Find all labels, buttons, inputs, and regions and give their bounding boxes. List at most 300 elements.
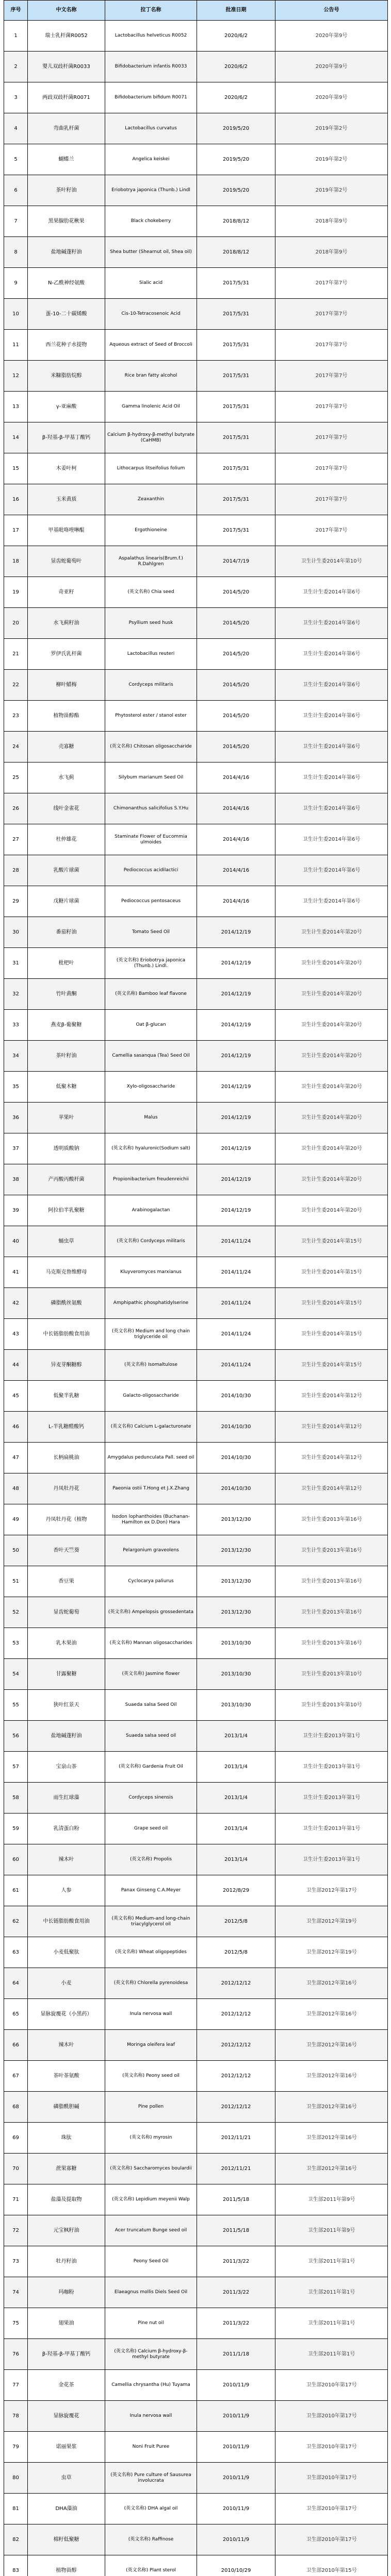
cell-index: 43 <box>4 1319 28 1350</box>
table-row <box>4 299 388 330</box>
cell-announcement-no: 卫生部2011年第1号 <box>275 2246 388 2277</box>
cell-approval-date: 2014/5/20 <box>197 639 275 670</box>
table-row <box>4 1721 388 1752</box>
cell-chinese-name: 雨生红球藻 <box>28 1783 105 1814</box>
cell-announcement-no: 卫生计生委2014年第6号 <box>275 824 388 855</box>
table-row <box>4 2308 388 2339</box>
table-row <box>4 1257 388 1288</box>
cell-chinese-name: 盐地碱蓬籽油 <box>28 1721 105 1752</box>
table-row <box>4 1690 388 1721</box>
cell-chinese-name: 线叶金雀花 <box>28 793 105 824</box>
cell-chinese-name: 诺丽果浆 <box>28 2432 105 2463</box>
cell-latin-name: (英文名称) Calcium L-galacturonate <box>105 1412 197 1443</box>
cell-latin-name: Pine nut oil <box>105 2308 197 2339</box>
cell-latin-name: Cordyceps sinensis <box>105 1783 197 1814</box>
cell-latin-name: (英文名称) Medium-and long-chain triacylglycerol oil <box>105 1906 197 1937</box>
cell-latin-name: Staminate Flower of Eucommia ulmoides <box>105 824 197 855</box>
table-row <box>4 2030 388 2061</box>
cell-latin-name: Arabinogalactan <box>105 1195 197 1226</box>
cell-index: 79 <box>4 2432 28 2463</box>
cell-latin-name: Angelica keiskei <box>105 144 197 175</box>
table-row <box>4 422 388 453</box>
cell-index: 19 <box>4 577 28 608</box>
cell-announcement-no: 卫生计生委2014年第6号 <box>275 701 388 732</box>
cell-index: 59 <box>4 1814 28 1844</box>
cell-announcement-no: 卫生计生委2014年第12号 <box>275 1381 388 1412</box>
cell-announcement-no: 2020年第9号 <box>275 82 388 113</box>
cell-chinese-name: 柳叶蜡梅 <box>28 670 105 701</box>
cell-index: 22 <box>4 670 28 701</box>
cell-chinese-name: 奇亚籽 <box>28 577 105 608</box>
cell-chinese-name: 低聚半乳糖 <box>28 1381 105 1412</box>
table-row <box>4 1566 388 1597</box>
cell-announcement-no: 卫生计生委2014年第6号 <box>275 670 388 701</box>
cell-latin-name: (英文名称) Pure culture of Sausurea involucrata <box>105 2463 197 2494</box>
table-row <box>4 330 388 361</box>
cell-index: 41 <box>4 1257 28 1288</box>
header-approval-date: 批准日期 <box>197 1 275 21</box>
cell-chinese-name: 玉米黄质 <box>28 484 105 515</box>
table-row <box>4 793 388 824</box>
cell-latin-name: Peony Seed Oil <box>105 2246 197 2277</box>
cell-index: 37 <box>4 1133 28 1164</box>
cell-latin-name: Grape seed oil <box>105 1814 197 1844</box>
cell-announcement-no: 卫生计生委2014年第6号 <box>275 577 388 608</box>
cell-announcement-no: 卫生部2012年第16号 <box>275 2061 388 2092</box>
cell-announcement-no: 卫生部2011年第1号 <box>275 2277 388 2308</box>
cell-index: 55 <box>4 1690 28 1721</box>
cell-latin-name: Pelargonium graveolens <box>105 1535 197 1566</box>
table-row <box>4 2277 388 2308</box>
cell-chinese-name: 小麦低聚肽 <box>28 1937 105 1968</box>
cell-announcement-no: 卫生部2012年第16号 <box>275 2154 388 2184</box>
cell-index: 26 <box>4 793 28 824</box>
table-row <box>4 1412 388 1443</box>
cell-latin-name: Lactobacillus curvatus <box>105 113 197 144</box>
cell-chinese-name: 阿拉伯半乳聚糖 <box>28 1195 105 1226</box>
cell-approval-date: 2017/5/31 <box>197 422 275 453</box>
table-row <box>4 1814 388 1844</box>
cell-index: 11 <box>4 330 28 361</box>
table-row <box>4 1875 388 1906</box>
cell-announcement-no: 2017年第7号 <box>275 392 388 422</box>
cell-latin-name: Sialic acid <box>105 268 197 299</box>
cell-approval-date: 2014/4/16 <box>197 855 275 886</box>
cell-latin-name: (英文名称) Bamboo leaf flavone <box>105 979 197 1010</box>
cell-announcement-no: 卫生部2010年第17号 <box>275 2370 388 2401</box>
cell-approval-date: 2014/12/19 <box>197 1133 275 1164</box>
cell-announcement-no: 卫生部2012年第16号 <box>275 1999 388 2030</box>
cell-announcement-no: 卫生计生委2014年第12号 <box>275 1473 388 1504</box>
cell-chinese-name: 盐地碱蓬籽油 <box>28 237 105 268</box>
table-row <box>4 577 388 608</box>
cell-approval-date: 2014/11/24 <box>197 1350 275 1381</box>
cell-announcement-no: 2019年第2号 <box>275 175 388 206</box>
cell-approval-date: 2017/5/31 <box>197 392 275 422</box>
cell-announcement-no: 卫生部2011年第9号 <box>275 2184 388 2215</box>
cell-chinese-name: 元宝枫籽油 <box>28 2215 105 2246</box>
table-row <box>4 948 388 979</box>
cell-announcement-no: 卫生计生委2014年第15号 <box>275 1319 388 1350</box>
cell-announcement-no: 2017年第7号 <box>275 422 388 453</box>
cell-latin-name: Malus <box>105 1103 197 1133</box>
cell-approval-date: 2014/5/20 <box>197 670 275 701</box>
cell-approval-date: 2014/11/24 <box>197 1288 275 1319</box>
cell-index: 18 <box>4 546 28 577</box>
cell-announcement-no: 卫生计生委2013年第10号 <box>275 1690 388 1721</box>
cell-announcement-no: 卫生计生委2013年第1号 <box>275 1752 388 1783</box>
cell-latin-name: (英文名称) Chitosan oligosaccharide <box>105 732 197 762</box>
cell-announcement-no: 2020年第9号 <box>275 21 388 52</box>
cell-index: 8 <box>4 237 28 268</box>
cell-index: 25 <box>4 762 28 793</box>
cell-index: 13 <box>4 392 28 422</box>
cell-latin-name: Cyclocarya paliurus <box>105 1566 197 1597</box>
cell-latin-name: (英文名称) Mannan oligosaccharides <box>105 1628 197 1659</box>
cell-announcement-no: 卫生计生委2014年第15号 <box>275 1257 388 1288</box>
table-row <box>4 82 388 113</box>
header-latin-name: 拉丁名称 <box>105 1 197 21</box>
cell-approval-date: 2010/11/9 <box>197 2370 275 2401</box>
cell-index: 30 <box>4 917 28 948</box>
cell-chinese-name: 显脉旋覆花 <box>28 2401 105 2432</box>
cell-index: 77 <box>4 2370 28 2401</box>
cell-latin-name: Chimonanthus salicifolius S.Y.Hu <box>105 793 197 824</box>
cell-chinese-name: 显齿蛇葡萄 <box>28 1597 105 1628</box>
cell-approval-date: 2010/11/9 <box>197 2401 275 2432</box>
table-row <box>4 113 388 144</box>
cell-index: 20 <box>4 608 28 639</box>
cell-latin-name: Silybum marianum Seed Oil <box>105 762 197 793</box>
cell-approval-date: 2011/5/18 <box>197 2184 275 2215</box>
cell-latin-name: Elaeagnus mollis Diels Seed Oil <box>105 2277 197 2308</box>
cell-latin-name: (英文名称) Isomaltulose <box>105 1350 197 1381</box>
cell-latin-name: (英文名称) Chlorella pyrenoidesa <box>105 1968 197 1999</box>
cell-chinese-name: 辣木叶 <box>28 1844 105 1875</box>
cell-latin-name: Amphipathic phosphatidylserine <box>105 1288 197 1319</box>
cell-chinese-name: 燕麦β-葡聚糖 <box>28 1010 105 1041</box>
table-row <box>4 1195 388 1226</box>
cell-announcement-no: 卫生计生委2014年第20号 <box>275 1010 388 1041</box>
cell-announcement-no: 卫生部2011年第1号 <box>275 2308 388 2339</box>
cell-latin-name: (英文名称) Saccharomyces boulardii <box>105 2154 197 2184</box>
cell-index: 58 <box>4 1783 28 1814</box>
table-row <box>4 1628 388 1659</box>
cell-index: 2 <box>4 52 28 82</box>
cell-announcement-no: 卫生计生委2014年第6号 <box>275 608 388 639</box>
cell-approval-date: 2010/11/9 <box>197 2463 275 2494</box>
cell-announcement-no: 卫生计生委2013年第16号 <box>275 1535 388 1566</box>
cell-chinese-name: 杜仲雄花 <box>28 824 105 855</box>
cell-approval-date: 2010/11/9 <box>197 2432 275 2463</box>
cell-chinese-name: 香豆果 <box>28 1566 105 1597</box>
cell-latin-name: (英文名称) Ampelopsis grossedentata <box>105 1597 197 1628</box>
table-row <box>4 268 388 299</box>
cell-chinese-name: 两歧双歧杆菌R0071 <box>28 82 105 113</box>
cell-chinese-name: β-羟基-β-甲基丁酸钙 <box>28 422 105 453</box>
cell-latin-name: Lactobacillus helveticus R0052 <box>105 21 197 52</box>
cell-chinese-name: 婴儿双歧杆菌R0033 <box>28 52 105 82</box>
table-row <box>4 175 388 206</box>
cell-index: 12 <box>4 361 28 392</box>
cell-latin-name: (英文名称) myrosin <box>105 2123 197 2154</box>
cell-index: 29 <box>4 886 28 917</box>
cell-chinese-name: 植物甾醇酯 <box>28 701 105 732</box>
cell-chinese-name: 牡丹籽油 <box>28 2246 105 2277</box>
cell-approval-date: 2013/1/4 <box>197 1721 275 1752</box>
cell-announcement-no: 卫生部2012年第16号 <box>275 2123 388 2154</box>
cell-chinese-name: 磷脂酰胆碱 <box>28 2092 105 2123</box>
cell-approval-date: 2011/5/18 <box>197 2215 275 2246</box>
cell-latin-name: Camellia chrysantha (Hu) Tuyama <box>105 2370 197 2401</box>
cell-announcement-no: 卫生部2012年第19号 <box>275 1937 388 1968</box>
cell-index: 48 <box>4 1473 28 1504</box>
cell-approval-date: 2020/6/2 <box>197 52 275 82</box>
cell-chinese-name: 辣木叶 <box>28 2030 105 2061</box>
cell-index: 15 <box>4 453 28 484</box>
cell-latin-name: (英文名称) Wheat oligopeptides <box>105 1937 197 1968</box>
cell-chinese-name: 米糠脂肪烷醇 <box>28 361 105 392</box>
header-chinese-name: 中文名称 <box>28 1 105 21</box>
cell-approval-date: 2020/6/2 <box>197 21 275 52</box>
cell-index: 28 <box>4 855 28 886</box>
table-row <box>4 2524 388 2555</box>
cell-approval-date: 2017/5/31 <box>197 361 275 392</box>
cell-latin-name: Paeonia ostii T.Hong et J.X.Zhang <box>105 1473 197 1504</box>
cell-index: 42 <box>4 1288 28 1319</box>
cell-latin-name: (英文名称) Gardenia Fruit Oil <box>105 1752 197 1783</box>
cell-announcement-no: 2018年第9号 <box>275 237 388 268</box>
cell-latin-name: Camellia sasanqua (Tea) Seed Oil <box>105 1041 197 1072</box>
cell-approval-date: 2014/11/24 <box>197 1319 275 1350</box>
cell-latin-name: (英文名称) Lepidium meyenii Walp <box>105 2184 197 2215</box>
cell-latin-name: Inula nervosa wall <box>105 2401 197 2432</box>
cell-chinese-name: 苹果叶 <box>28 1103 105 1133</box>
table-row <box>4 1226 388 1257</box>
table-row <box>4 1319 388 1350</box>
cell-index: 81 <box>4 2494 28 2524</box>
table-row <box>4 1164 388 1195</box>
cell-approval-date: 2010/11/9 <box>197 2494 275 2524</box>
cell-latin-name: Amygdalus pedunculata Pall. seed oil <box>105 1443 197 1473</box>
cell-index: 31 <box>4 948 28 979</box>
cell-latin-name: Phytosterol ester / stanol ester <box>105 701 197 732</box>
cell-announcement-no: 2017年第7号 <box>275 515 388 546</box>
table-row <box>4 1597 388 1628</box>
cell-approval-date: 2012/11/21 <box>197 2123 275 2154</box>
table-row <box>4 886 388 917</box>
cell-announcement-no: 2017年第7号 <box>275 453 388 484</box>
table-row <box>4 2092 388 2123</box>
cell-chinese-name: 瑞士乳杆菌R0052 <box>28 21 105 52</box>
cell-approval-date: 2018/8/12 <box>197 237 275 268</box>
table-row <box>4 2401 388 2432</box>
cell-chinese-name: 丹凤牡丹花 <box>28 1473 105 1504</box>
cell-announcement-no: 2017年第7号 <box>275 330 388 361</box>
cell-approval-date: 2014/7/19 <box>197 546 275 577</box>
cell-announcement-no: 卫生计生委2013年第16号 <box>275 1597 388 1628</box>
cell-chinese-name: 马克斯克鲁维酵母 <box>28 1257 105 1288</box>
cell-latin-name: Bifidobacterium bifidum R0071 <box>105 82 197 113</box>
cell-approval-date: 2014/10/30 <box>197 1381 275 1412</box>
cell-chinese-name: 中长链脂肪酸食用油 <box>28 1906 105 1937</box>
cell-latin-name: (英文名称) Plant sterol <box>105 2555 197 2576</box>
cell-announcement-no: 2017年第7号 <box>275 361 388 392</box>
cell-approval-date: 2013/12/30 <box>197 1566 275 1597</box>
cell-index: 71 <box>4 2184 28 2215</box>
table-row <box>4 52 388 82</box>
cell-index: 66 <box>4 2030 28 2061</box>
cell-announcement-no: 卫生计生委2014年第20号 <box>275 1164 388 1195</box>
cell-announcement-no: 卫生计生委2014年第6号 <box>275 855 388 886</box>
cell-approval-date: 2017/5/31 <box>197 268 275 299</box>
cell-latin-name: Kluyveromyces marxianus <box>105 1257 197 1288</box>
novel-food-table <box>4 0 388 2576</box>
table-row <box>4 762 388 793</box>
cell-announcement-no: 卫生计生委2014年第20号 <box>275 1133 388 1164</box>
cell-approval-date: 2013/12/30 <box>197 1535 275 1566</box>
cell-approval-date: 2012/11/21 <box>197 2154 275 2184</box>
cell-approval-date: 2019/5/20 <box>197 113 275 144</box>
cell-latin-name: Aspalathus linearis(Brum.f.) R.Dahlgren <box>105 546 197 577</box>
cell-latin-name: Zeaxanthin <box>105 484 197 515</box>
cell-announcement-no: 卫生部2012年第16号 <box>275 1968 388 1999</box>
table-row <box>4 639 388 670</box>
cell-announcement-no: 卫生部2010年第17号 <box>275 2463 388 2494</box>
cell-latin-name: (英文名称) Medium and long chain triglyceride oil <box>105 1319 197 1350</box>
cell-index: 65 <box>4 1999 28 2030</box>
cell-index: 46 <box>4 1412 28 1443</box>
cell-approval-date: 2014/5/20 <box>197 608 275 639</box>
cell-index: 63 <box>4 1937 28 1968</box>
cell-latin-name: (英文名称) Raffinose <box>105 2524 197 2555</box>
cell-chinese-name: 人参 <box>28 1875 105 1906</box>
cell-index: 23 <box>4 701 28 732</box>
cell-announcement-no: 卫生部2012年第19号 <box>275 1906 388 1937</box>
cell-announcement-no: 卫生计生委2013年第16号 <box>275 1628 388 1659</box>
cell-chinese-name: 木姜叶柯 <box>28 453 105 484</box>
table-row <box>4 392 388 422</box>
table-row <box>4 979 388 1010</box>
cell-announcement-no: 卫生部2011年第1号 <box>275 2339 388 2370</box>
cell-announcement-no: 卫生计生委2014年第6号 <box>275 886 388 917</box>
cell-chinese-name: 显齿蛇葡萄叶 <box>28 546 105 577</box>
table-body <box>4 21 388 2576</box>
table-row <box>4 2184 388 2215</box>
table-row <box>4 1381 388 1412</box>
table-row <box>4 1968 388 1999</box>
cell-latin-name: Aqueous extract of Seed of Broccoli <box>105 330 197 361</box>
cell-index: 7 <box>4 206 28 237</box>
cell-approval-date: 2010/11/9 <box>197 2524 275 2555</box>
cell-chinese-name: 甲基吡咯喹啉醌 <box>28 515 105 546</box>
table-row <box>4 361 388 392</box>
cell-chinese-name: 西兰花种子水提物 <box>28 330 105 361</box>
cell-latin-name: Bifidobacterium infantis R0033 <box>105 52 197 82</box>
table-row <box>4 1906 388 1937</box>
cell-chinese-name: 植物甾醇 <box>28 2555 105 2576</box>
table-row <box>4 1504 388 1535</box>
cell-announcement-no: 卫生计生委2014年第20号 <box>275 1072 388 1103</box>
cell-chinese-name: 番茄籽油 <box>28 917 105 948</box>
cell-chinese-name: 乳清蛋白粉 <box>28 1814 105 1844</box>
cell-approval-date: 2012/12/12 <box>197 2092 275 2123</box>
table-row <box>4 2154 388 2184</box>
cell-approval-date: 2013/10/30 <box>197 1659 275 1690</box>
cell-latin-name: Moringa oleifera leaf <box>105 2030 197 2061</box>
table-row <box>4 2432 388 2463</box>
cell-announcement-no: 卫生计生委2014年第20号 <box>275 1195 388 1226</box>
cell-index: 5 <box>4 144 28 175</box>
cell-approval-date: 2012/12/12 <box>197 2030 275 2061</box>
cell-announcement-no: 卫生计生委2013年第1号 <box>275 1721 388 1752</box>
cell-latin-name: Black chokeberry <box>105 206 197 237</box>
cell-index: 47 <box>4 1443 28 1473</box>
cell-latin-name: Lactobacillus reuteri <box>105 639 197 670</box>
cell-index: 54 <box>4 1659 28 1690</box>
cell-chinese-name: 翅果油 <box>28 2308 105 2339</box>
cell-announcement-no: 卫生计生委2014年第12号 <box>275 1412 388 1443</box>
cell-announcement-no: 卫生计生委2014年第20号 <box>275 1103 388 1133</box>
cell-approval-date: 2011/3/22 <box>197 2246 275 2277</box>
table-row <box>4 1133 388 1164</box>
cell-chinese-name: 透明质酸钠 <box>28 1133 105 1164</box>
cell-index: 44 <box>4 1350 28 1381</box>
cell-index: 1 <box>4 21 28 52</box>
cell-latin-name: Suaeda salsa Seed Oil <box>105 1690 197 1721</box>
cell-announcement-no: 卫生计生委2014年第10号 <box>275 546 388 577</box>
table-row <box>4 1072 388 1103</box>
cell-chinese-name: 低聚木糖 <box>28 1072 105 1103</box>
cell-index: 39 <box>4 1195 28 1226</box>
cell-chinese-name: 戊糖片球菌 <box>28 886 105 917</box>
cell-chinese-name: 茶叶茶氨酸 <box>28 2061 105 2092</box>
cell-announcement-no: 卫生部2012年第17号 <box>275 1875 388 1906</box>
cell-approval-date: 2011/3/22 <box>197 2277 275 2308</box>
cell-latin-name: Oat β-glucan <box>105 1010 197 1041</box>
cell-announcement-no: 卫生计生委2014年第20号 <box>275 917 388 948</box>
cell-latin-name: (英文名称) hyaluronic(Sodium salt) <box>105 1133 197 1164</box>
cell-approval-date: 2014/4/16 <box>197 824 275 855</box>
cell-announcement-no: 卫生部2012年第16号 <box>275 2030 388 2061</box>
cell-chinese-name: 乳木果油 <box>28 1628 105 1659</box>
cell-index: 9 <box>4 268 28 299</box>
cell-chinese-name: 乳酸片球菌 <box>28 855 105 886</box>
header-index: 序号 <box>4 1 28 21</box>
cell-approval-date: 2014/10/30 <box>197 1412 275 1443</box>
cell-index: 74 <box>4 2277 28 2308</box>
cell-announcement-no: 卫生部2010年第17号 <box>275 2432 388 2463</box>
cell-approval-date: 2014/5/20 <box>197 701 275 732</box>
cell-approval-date: 2013/10/30 <box>197 1690 275 1721</box>
table-row <box>4 2215 388 2246</box>
cell-approval-date: 2011/1/18 <box>197 2339 275 2370</box>
cell-approval-date: 2012/5/8 <box>197 1937 275 1968</box>
cell-chinese-name: 香叶天竺葵 <box>28 1535 105 1566</box>
table-row <box>4 237 388 268</box>
cell-approval-date: 2014/5/20 <box>197 577 275 608</box>
cell-index: 4 <box>4 113 28 144</box>
cell-announcement-no: 卫生计生委2014年第15号 <box>275 1350 388 1381</box>
cell-announcement-no: 卫生部2011年第9号 <box>275 2215 388 2246</box>
table-row <box>4 144 388 175</box>
cell-latin-name: (英文名称) Propolis <box>105 1844 197 1875</box>
cell-announcement-no: 卫生部2010年第17号 <box>275 2524 388 2555</box>
table-row <box>4 1443 388 1473</box>
table-row <box>4 484 388 515</box>
cell-announcement-no: 2017年第7号 <box>275 268 388 299</box>
table-row <box>4 1350 388 1381</box>
